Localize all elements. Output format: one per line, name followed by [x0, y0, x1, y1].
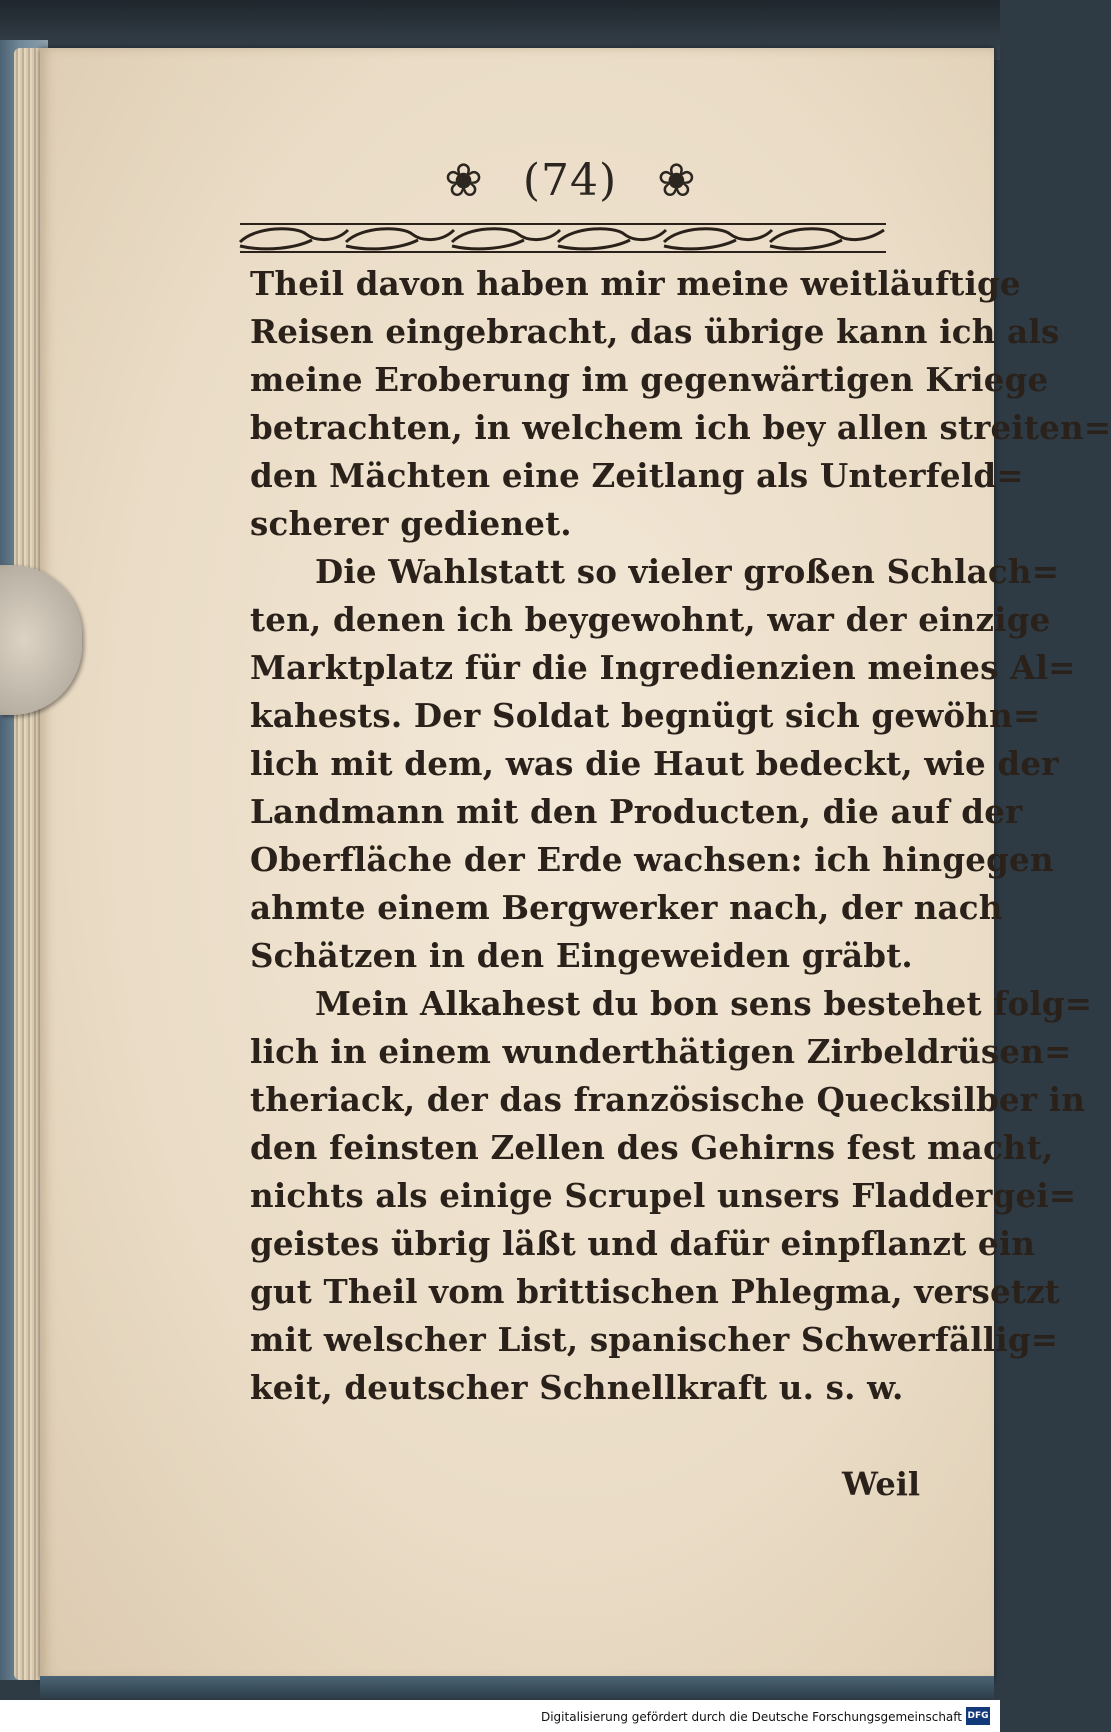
text-line: Die Wahlstatt so vieler großen Schlach=: [315, 552, 1060, 591]
body-text: [250, 260, 1111, 1412]
text-line: ahmte einem Bergwerker nach, der nach: [250, 888, 1003, 927]
page-number: (74): [522, 154, 618, 206]
dfg-logo: DFG: [966, 1707, 990, 1725]
flower-ornament-icon: ❀: [657, 153, 696, 207]
text-line: Mein Alkahest du bon sens bestehet folg=: [315, 984, 1093, 1023]
text-line: ten, denen ich beygewohnt, war der einzige: [250, 600, 1051, 639]
text-line: Marktplatz für die Ingredienzien meines Al=: [250, 648, 1076, 687]
text-line: theriack, der das französische Quecksilber in: [250, 1080, 1086, 1119]
text-line: lich in einem wunderthätigen Zirbeldrüsen=: [250, 1032, 1072, 1071]
text-line: keit, deutscher Schnellkraft u. s. w.: [250, 1368, 904, 1407]
book-cover-bottom: [40, 1676, 994, 1698]
text-line: lich mit dem, was die Haut bedeckt, wie der: [250, 744, 1059, 783]
text-line: Schätzen in den Eingeweiden gräbt.: [250, 936, 913, 975]
text-line: Oberfläche der Erde wachsen: ich hingegen: [250, 840, 1054, 879]
text-line: scherer gedienet.: [250, 504, 572, 543]
text-line: Reisen eingebracht, das übrige kann ich als: [250, 312, 1060, 351]
page-header: [420, 150, 720, 210]
text-line: den Mächten eine Zeitlang als Unterfeld=: [250, 456, 1024, 495]
decorative-rule-icon: [236, 212, 890, 258]
catchword: Weil: [842, 1465, 920, 1503]
text-line: geistes übrig läßt und dafür einpflanzt ein: [250, 1224, 1036, 1263]
text-line: Theil davon haben mir meine weitläuftige: [250, 264, 1021, 303]
text-line: gut Theil vom brittischen Phlegma, versetzt: [250, 1272, 1060, 1311]
text-line: den feinsten Zellen des Gehirns fest macht,: [250, 1128, 1054, 1167]
text-line: kahests. Der Soldat begnügt sich gewöhn=: [250, 696, 1041, 735]
text-line: meine Eroberung im gegenwärtigen Kriege: [250, 360, 1049, 399]
flower-ornament-icon: ❀: [444, 153, 483, 207]
text-line: Landmann mit den Producten, die auf der: [250, 792, 1023, 831]
text-line: mit welscher List, spanischer Schwerfällig=: [250, 1320, 1059, 1359]
footer-credit: Digitalisierung gefördert durch die Deutsche Forschungsgemeinschaft: [540, 1710, 962, 1724]
text-line: betrachten, in welchem ich bey allen streiten=: [250, 408, 1111, 447]
text-line: nichts als einige Scrupel unsers Fladdergei=: [250, 1176, 1077, 1215]
